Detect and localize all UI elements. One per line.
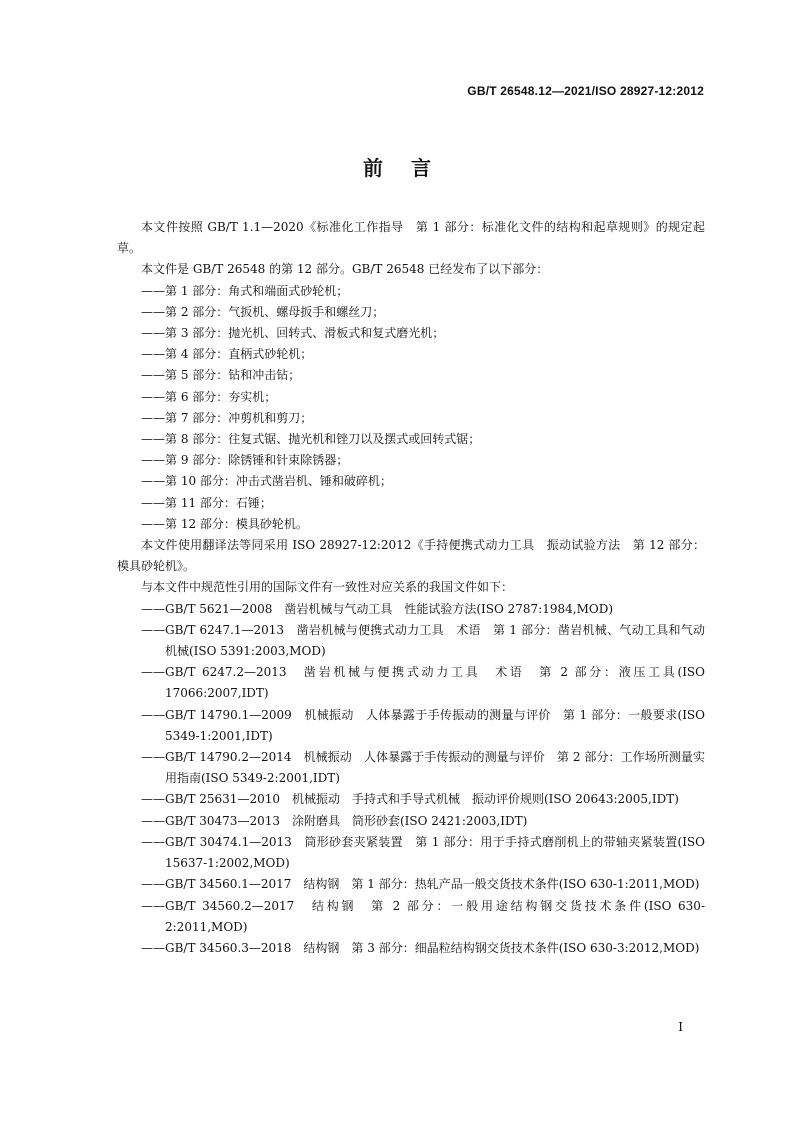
list-item: ——第 8 部分：往复式锯、抛光机和锉刀以及摆式或回转式锯；: [141, 432, 481, 447]
list-item: ——第 9 部分：除锈锤和针束除锈器；: [141, 453, 349, 468]
reference-item: ——GB/T 30474.1—2013 筒形砂套夹紧装置 第 1 部分：用于手持式磨削机上的带轴夹紧装置(ISO 15637-1:2002,MOD): [141, 834, 705, 871]
page-title: 前言: [363, 156, 459, 180]
paragraph-drafting-rules: 本文件按照 GB/T 1.1—2020《标准化工作指导 第 1 部分：标准化文件的结构和起草规则》的规定起草。: [117, 220, 705, 256]
reference-item: ——GB/T 34560.3—2018 结构钢 第 3 部分：细晶粒结构钢交货技术条件(ISO 630-3:2012,MOD): [141, 940, 700, 955]
list-item: ——第 1 部分：角式和端面式砂轮机；: [141, 283, 349, 298]
reference-item: ——GB/T 25631—2010 机械振动 手持式和手导式机械 振动评价规则(ISO 20643:2005,IDT): [141, 792, 679, 807]
reference-item: ——GB/T 6247.2—2013 凿岩机械与便携式动力工具 术语 第 2 部分：液压工具(ISO 17066:2007,IDT): [141, 665, 705, 701]
reference-item: ——GB/T 5621—2008 凿岩机械与气动工具 性能试验方法(ISO 2787:1984,MOD): [141, 601, 614, 616]
list-item: ——第 12 部分：模具砂轮机。: [141, 516, 308, 531]
list-item: ——第 3 部分：抛光机、回转式、滑板式和复式磨光机；: [141, 326, 445, 341]
reference-item: ——GB/T 34560.1—2017 结构钢 第 1 部分：热轧产品一般交货技术条件(ISO 630-1:2011,MOD): [141, 877, 700, 892]
parts-list: [117, 281, 705, 535]
paragraph-references-intro: 与本文件中规范性引用的国际文件有一致性对应关系的我国文件如下：: [141, 580, 514, 595]
reference-item: ——GB/T 14790.2—2014 机械振动 人体暴露于手传振动的测量与评价 第 2 部分：工作场所测量实用指南(ISO 5349-2:2001,IDT): [141, 750, 705, 786]
page-number: I: [678, 1020, 683, 1034]
reference-item: ——GB/T 6247.1—2013 凿岩机械与便携式动力工具 术语 第 1 部分：凿岩机械、气动工具和气动机械(ISO 5391:2003,MOD): [141, 622, 705, 659]
list-item: ——第 11 部分：石锤；: [141, 495, 272, 510]
list-item: ——第 7 部分：冲剪机和剪刀；: [141, 410, 313, 425]
reference-item: ——GB/T 14790.1—2009 机械振动 人体暴露于手传振动的测量与评价 第 1 部分：一般要求(ISO 5349-1:2001,IDT): [141, 707, 705, 743]
document-number: GB/T 26548.12—2021/ISO 28927-12:2012: [467, 84, 704, 98]
reference-item: ——GB/T 30473—2013 涂附磨具 筒形砂套(ISO 2421:2003,IDT): [141, 813, 528, 828]
list-item: ——第 10 部分：冲击式凿岩机、锤和破碎机；: [141, 474, 392, 489]
list-item: ——第 4 部分：直柄式砂轮机；: [141, 347, 313, 362]
paragraph-adoption: 本文件使用翻译法等同采用 ISO 28927-12:2012《手持便携式动力工具 振动试验方法 第 12 部分：模具砂轮机》。: [117, 538, 705, 574]
list-item: ——第 6 部分：夯实机；: [141, 389, 277, 404]
foreword-body: [117, 217, 705, 959]
paragraph-series-intro: 本文件是 GB/T 26548 的第 12 部分。GB/T 26548 已经发布了以下部分：: [141, 262, 549, 277]
list-item: ——第 5 部分：钻和冲击钻；: [141, 368, 301, 383]
reference-item: ——GB/T 34560.2—2017 结构钢 第 2 部分：一般用途结构钢交货技术条件(ISO 630-2:2011,MOD): [141, 898, 705, 934]
list-item: ——第 2 部分：气扳机、螺母扳手和螺丝刀；: [141, 304, 385, 319]
references-list: [117, 599, 705, 959]
